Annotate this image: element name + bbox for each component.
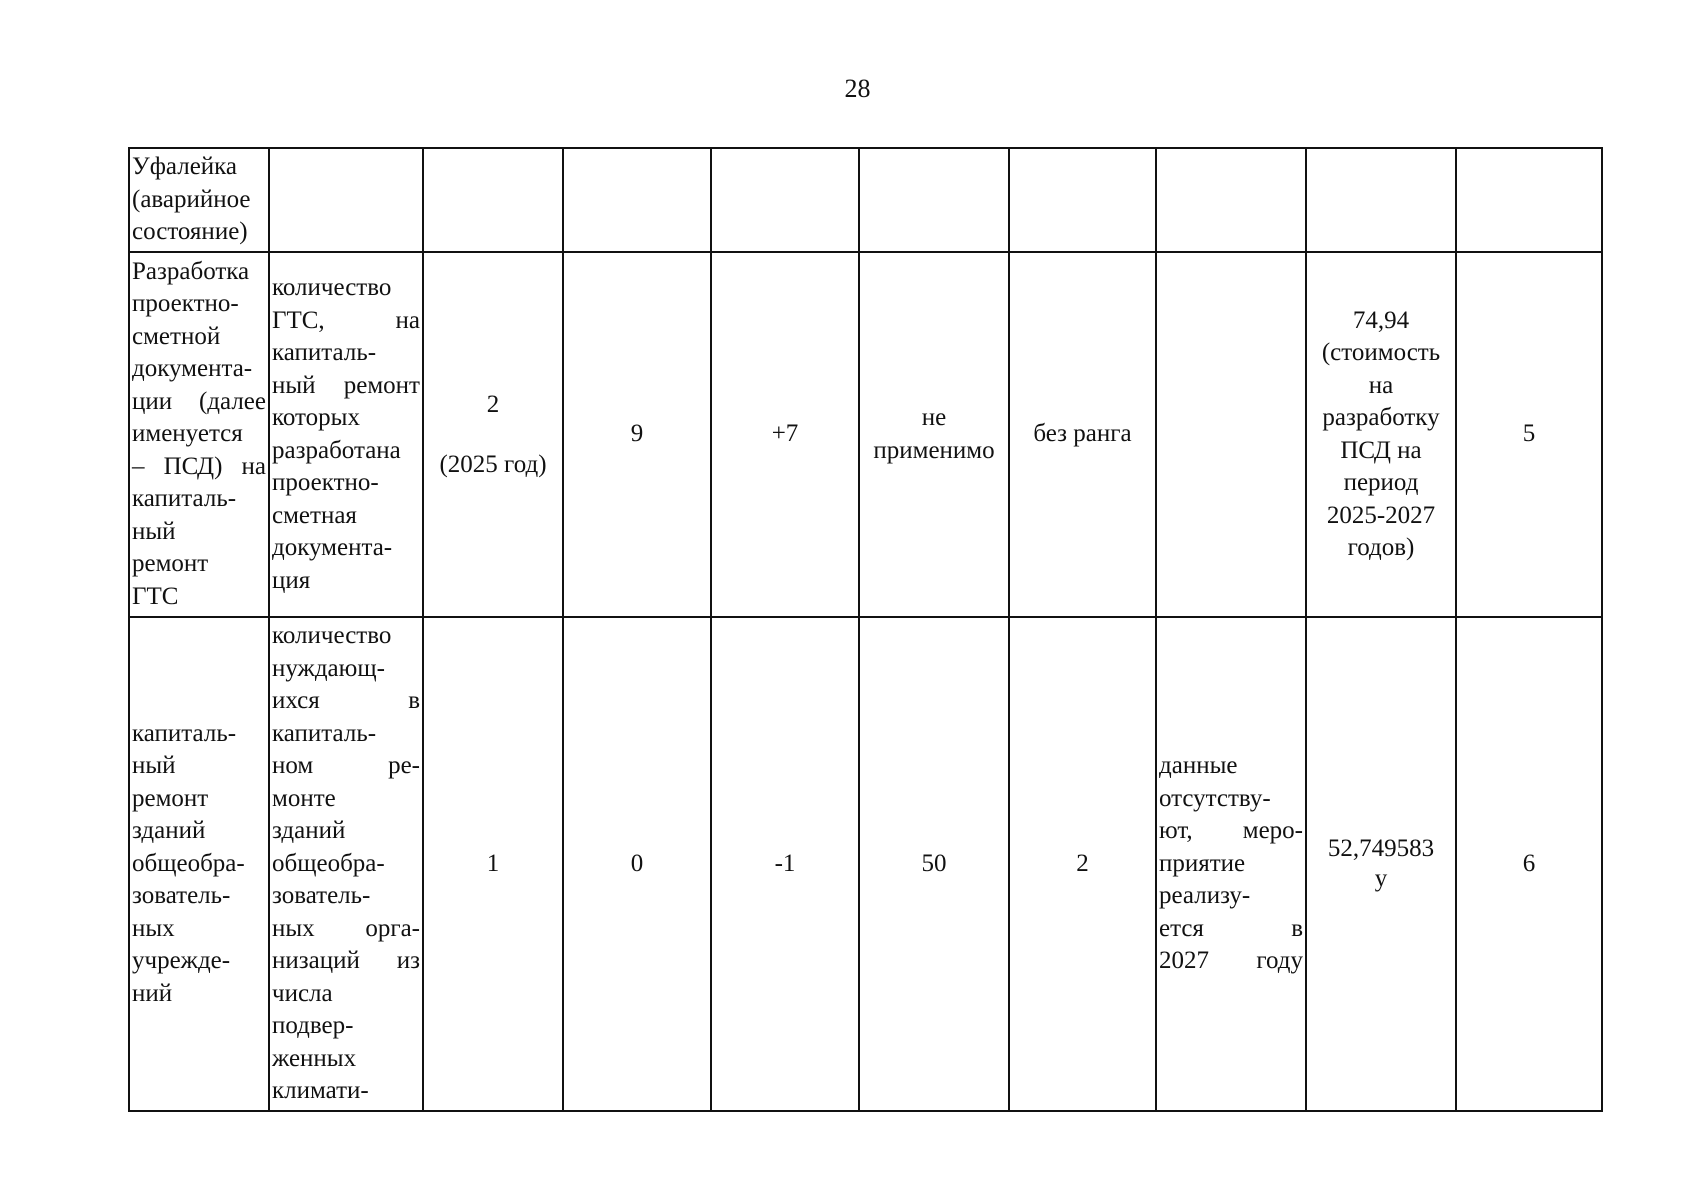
target-value-cell	[563, 148, 711, 252]
page-number: 28	[844, 74, 871, 103]
cell-line: проектно-	[132, 290, 239, 318]
cell-line: ют, меро-	[1159, 817, 1303, 845]
cell-line: документа-	[272, 534, 393, 561]
base-value-cell	[423, 148, 563, 252]
cell-line: – ПСД) на	[132, 452, 266, 480]
cell-line: общеобра-	[132, 849, 245, 877]
cell-line: ПСД на	[1340, 436, 1422, 464]
event-name-cell	[129, 252, 269, 617]
rank-cell: 2	[1009, 617, 1156, 1111]
cell-line: 2025-2027	[1326, 501, 1436, 529]
cell-line: климати-	[272, 1077, 369, 1105]
cell-line: приятие	[1159, 849, 1246, 877]
cell-line: применимо	[873, 436, 995, 464]
event-name-cell	[129, 148, 269, 252]
coverage-cell	[859, 148, 1009, 252]
change-cell: -1	[711, 617, 859, 1111]
cell-line: капиталь-	[272, 339, 377, 366]
cell-line: (2025 год)	[439, 450, 547, 478]
cell-line: период	[1343, 469, 1419, 496]
cell-line: ГТС	[132, 582, 179, 610]
cell-line: капиталь-	[132, 485, 237, 513]
cell-line: на	[1368, 371, 1394, 399]
target-value-cell: 9	[563, 252, 711, 617]
base-value-cell	[423, 252, 563, 617]
coverage-cell	[859, 252, 1009, 617]
note-cell	[1156, 148, 1306, 252]
cell-line: не	[921, 404, 947, 431]
cell-line: которых	[272, 404, 360, 431]
cell-line: ется в	[1159, 914, 1303, 942]
cost-cell	[1306, 148, 1456, 252]
target-value-cell: 0	[563, 617, 711, 1111]
cell-line: сметной	[132, 322, 221, 350]
table-row	[129, 617, 1602, 1111]
cell-line: проектно-	[272, 469, 379, 496]
cell-line: ремонт	[132, 550, 209, 578]
indicator-cell	[269, 252, 423, 617]
cell-line: капиталь-	[132, 719, 237, 747]
cell-line: ремонт	[132, 784, 209, 812]
cell-line: отсутству-	[1159, 784, 1271, 812]
cell-line: зователь-	[272, 882, 371, 910]
cell-line: разработана	[272, 436, 401, 464]
cell-line: годов)	[1347, 534, 1415, 561]
cell-line: данные	[1159, 752, 1238, 780]
cell-line: монте	[272, 784, 336, 812]
priority-cell	[1456, 148, 1602, 252]
rank-cell	[1009, 148, 1156, 252]
event-name-cell	[129, 617, 269, 1111]
cell-line: 52,749583	[1327, 835, 1435, 862]
indicators-table	[128, 147, 1603, 1112]
priority-cell: 6	[1456, 617, 1602, 1111]
base-value-cell	[423, 617, 563, 1111]
cell-line: капиталь-	[272, 719, 377, 747]
cell-line: ГТС, на	[272, 306, 420, 334]
cell-line: ный	[132, 752, 176, 780]
cell-line: 2027 году	[1159, 947, 1303, 975]
indicator-cell	[269, 617, 423, 1111]
cell-line: ном ре-	[272, 752, 420, 780]
priority-cell: 5	[1456, 252, 1602, 617]
cell-line: ихся в	[272, 687, 420, 715]
cell-line: зователь-	[132, 882, 231, 910]
coverage-cell	[859, 617, 1009, 1111]
cell-line: состояние)	[132, 218, 248, 246]
table-row	[129, 148, 1602, 252]
cell-line: количество	[272, 274, 392, 301]
cell-line: зданий	[272, 817, 346, 845]
cell-line: 1	[486, 849, 500, 877]
cell-line: Разработка	[132, 257, 250, 285]
change-cell	[711, 148, 859, 252]
cell-line: количество	[272, 622, 392, 650]
cell-line: учрежде-	[132, 947, 231, 975]
table-row	[129, 252, 1602, 617]
cell-line: ный	[132, 517, 176, 545]
cell-line: (аварийное	[132, 185, 251, 213]
cell-line: Уфалейка	[132, 153, 238, 181]
cell-line: именуется	[132, 420, 243, 448]
cell-line: документа-	[132, 355, 253, 383]
cell-line: общеобра-	[272, 849, 385, 877]
cell-line: ний	[132, 979, 173, 1007]
cost-cell	[1306, 252, 1456, 617]
cell-line: ных орга-	[272, 914, 420, 942]
cell-line: (стоимость	[1321, 339, 1441, 366]
cell-line: женных	[272, 1044, 357, 1072]
cell-line: нуждающ-	[272, 654, 385, 682]
cell-line: реализу-	[1159, 882, 1251, 910]
cell-line: подвер-	[272, 1012, 354, 1040]
cell-line: разработку	[1322, 404, 1440, 431]
cell-line: сметная	[272, 501, 357, 529]
change-cell: +7	[711, 252, 859, 617]
note-cell	[1156, 252, 1306, 617]
rank-cell: без ранга	[1009, 252, 1156, 617]
cell-line: 50	[921, 849, 947, 877]
cell-line: 2	[486, 390, 500, 418]
cost-cell	[1306, 617, 1456, 1111]
cell-line: ция	[272, 566, 311, 594]
cell-line: низаций из	[272, 947, 420, 975]
cell-line: числа	[272, 979, 333, 1007]
cell-line: ных	[132, 914, 175, 942]
cell-line: ции (далее	[132, 387, 266, 415]
cell-line: 74,94	[1352, 306, 1410, 334]
note-cell	[1156, 617, 1306, 1111]
cell-line: ный ремонт	[272, 371, 420, 399]
indicator-cell	[269, 148, 423, 252]
cell-line: зданий	[132, 817, 206, 845]
cell-line: у	[1374, 865, 1388, 892]
